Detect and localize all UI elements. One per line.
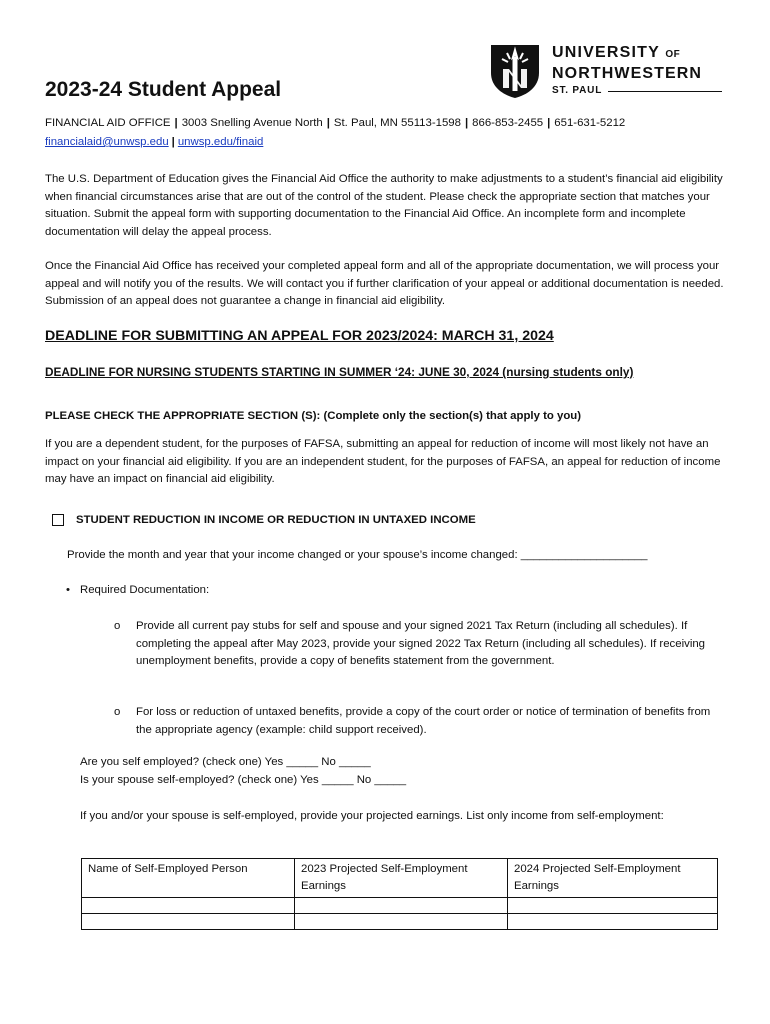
separator: | bbox=[547, 117, 551, 129]
deadline-main: DEADLINE FOR SUBMITTING AN APPEAL FOR 2023/2024: MARCH 31, 2024 bbox=[45, 328, 554, 344]
self-employed-question: Are you self employed? (check one) Yes _____ No _____ bbox=[80, 756, 371, 768]
required-doc-bullet bbox=[66, 584, 209, 596]
logo-st-paul: ST. PAUL bbox=[552, 85, 603, 96]
check-section-heading: PLEASE CHECK THE APPROPRIATE SECTION (S): (Complete only the section(s) that apply to you) bbox=[45, 410, 582, 422]
self-employment-table bbox=[81, 858, 718, 930]
contact-address: 3003 Snelling Avenue North bbox=[181, 117, 323, 129]
separator: | bbox=[174, 117, 178, 129]
doc-item-pay-stubs bbox=[114, 618, 724, 671]
deadline-nursing: DEADLINE FOR NURSING STUDENTS STARTING IN SUMMER ‘24: JUNE 30, 2024 (nursing students only) bbox=[45, 365, 634, 379]
doc-item-untaxed bbox=[114, 704, 724, 739]
page-title: 2023-24 Student Appeal bbox=[45, 78, 282, 101]
logo-northwestern: NORTHWESTERN bbox=[552, 65, 703, 82]
university-logo bbox=[552, 44, 702, 98]
income-change-prompt: Provide the month and year that your income changed or your spouse’s income changed: ____________________ bbox=[67, 549, 648, 561]
doc-item-text: Provide all current pay stubs for self and spouse and your signed 2021 Tax Return (including all schedules). If completing the appeal after May 2023, provide your signed 2022 Tax Return (including all schedules). If receiving unemployment benefits, provide a copy of benefits statement from the government. bbox=[136, 620, 706, 667]
logo-of: OF bbox=[665, 49, 681, 60]
contact-line bbox=[45, 117, 625, 129]
header-name: Name of Self-Employed Person bbox=[82, 859, 295, 898]
shield-logo-icon bbox=[489, 43, 541, 99]
cell-2023-input[interactable] bbox=[295, 914, 508, 930]
separator: | bbox=[464, 117, 469, 129]
header-2024-earnings: 2024 Projected Self-Employment Earnings bbox=[508, 859, 718, 898]
cell-name-input[interactable] bbox=[82, 914, 295, 930]
dependent-student-note: If you are a dependent student, for the purposes of FAFSA, submitting an appeal for reduction of income will most likely not have an impact on your financial aid eligibility. If you are an independent student, for the purposes of FAFSA, an appeal for reduction of income may have an impact on financial aid eligibility. bbox=[45, 438, 721, 485]
table-row bbox=[82, 898, 718, 914]
bullet-glyph: • bbox=[66, 584, 70, 596]
intro-paragraph-1: The U.S. Department of Education gives the Financial Aid Office the authority to make adjustments to a student’s financial aid eligibility when financial circumstances arise that are out of the control of the student. Please check the appropriate section that matches your situation. Submit the appeal form with supporting documentation to the Financial Aid Office. An incomplete form and incomplete documentation will delay the appeal process. bbox=[45, 173, 723, 238]
email-link[interactable]: financialaid@unwsp.edu bbox=[45, 136, 169, 148]
separator: | bbox=[326, 117, 330, 129]
header-2023-earnings: 2023 Projected Self-Employment Earnings bbox=[295, 859, 508, 898]
intro-paragraph-2: Once the Financial Aid Office has received your completed appeal form and all of the appropriate documentation, we will process your appeal and will notify you of the results. We will contact you if further clarification of your appeal or additional documentation is needed. Submission of an appeal does not guarantee a change in financial aid eligibility. bbox=[45, 260, 724, 307]
cell-name-input[interactable] bbox=[82, 898, 295, 914]
section-reduction-heading bbox=[52, 514, 476, 526]
contact-phone-local: 651-631-5212 bbox=[554, 117, 626, 129]
projected-earnings-text: If you and/or your spouse is self-employed, provide your projected earnings. List only income from self-employment: bbox=[80, 810, 664, 822]
cell-2024-input[interactable] bbox=[508, 898, 718, 914]
spouse-self-employed-question: Is your spouse self-employed? (check one) Yes _____ No _____ bbox=[80, 774, 407, 786]
contact-phone-tollfree: 866-853-2455 bbox=[472, 117, 544, 129]
cell-2023-input[interactable] bbox=[295, 898, 508, 914]
required-doc-label: Required Documentation: bbox=[80, 584, 210, 596]
contact-city: St. Paul, MN 55113-1598 bbox=[333, 117, 461, 129]
logo-rule bbox=[608, 91, 722, 92]
contact-office: FINANCIAL AID OFFICE bbox=[45, 117, 171, 129]
section-reduction-checkbox[interactable] bbox=[52, 514, 64, 526]
website-link[interactable]: unwsp.edu/finaid bbox=[177, 136, 264, 148]
section-reduction-label: STUDENT REDUCTION IN INCOME OR REDUCTION IN UNTAXED INCOME bbox=[76, 514, 476, 526]
sub-bullet-glyph: o bbox=[114, 706, 121, 718]
logo-university: UNIVERSITY bbox=[552, 44, 660, 61]
table-header-row bbox=[82, 859, 718, 898]
doc-item-text: For loss or reduction of untaxed benefits, provide a copy of the court order or notice of termination of benefits from the appropriate agency (example: child support received). bbox=[136, 706, 711, 736]
sub-bullet-glyph: o bbox=[114, 620, 121, 632]
cell-2024-input[interactable] bbox=[508, 914, 718, 930]
contact-links bbox=[45, 136, 263, 148]
table-row bbox=[82, 914, 718, 930]
separator: | bbox=[171, 136, 175, 148]
